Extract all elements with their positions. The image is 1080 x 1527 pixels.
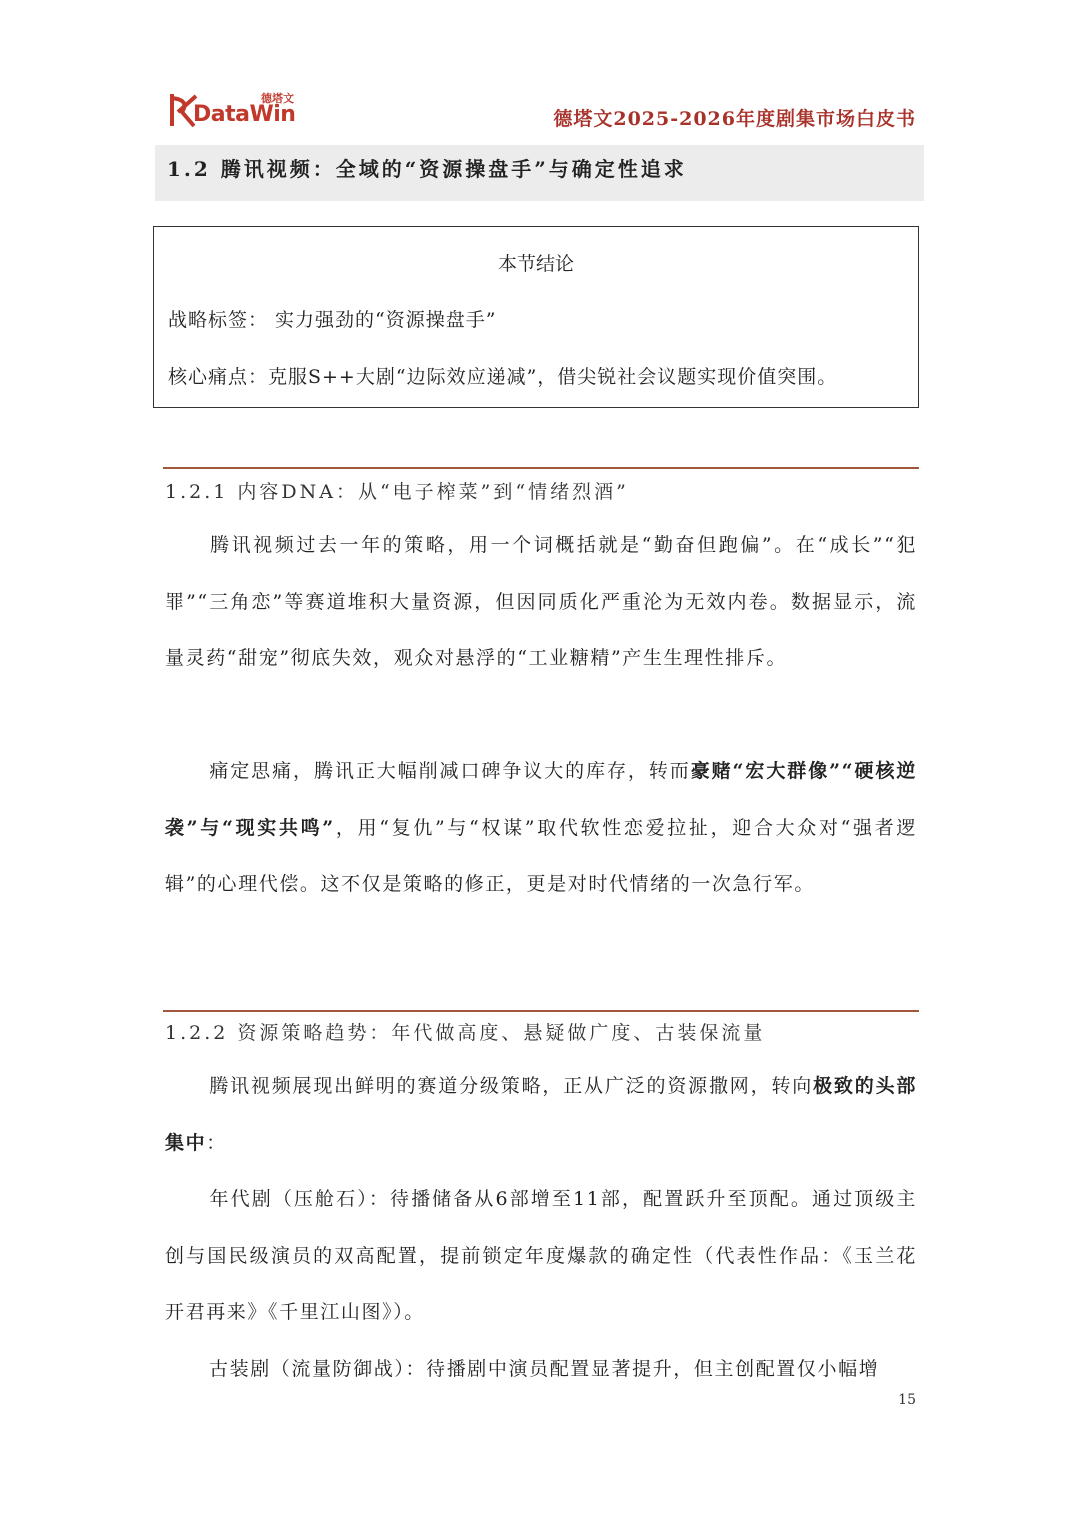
page-number: 15: [898, 1392, 916, 1408]
paragraph-text: 古装剧（流量防御战）：待播剧中演员配置显著提升，但主创配置仅小幅增: [209, 1358, 880, 1380]
logo-wordmark: DataWin: [193, 102, 296, 127]
summary-box: [153, 226, 919, 408]
datawin-logo: [168, 88, 308, 132]
paragraph: [165, 1058, 917, 1171]
paragraph-text: 腾讯视频展现出鲜明的赛道分级策略，正从广泛的资源撒网，转向: [209, 1075, 814, 1097]
summary-title: 本节结论: [497, 253, 574, 275]
paragraph-text: ，用“复仇”与“权谋”取代软性恋爱拉扯，迎合大众对“强者逻辑”的心理代偿。这不仅是策略的修正，更是对时代情绪的一次急行军。: [165, 816, 918, 895]
paragraph: [165, 1341, 917, 1398]
paragraph-text: 腾讯视频过去一年的策略，用一个词概括就是“勤奋但跑偏”。在“成长”“犯罪”“三角恋”等赛道堆积大量资源，但因同质化严重沦为无效内卷。数据显示，流量灵药“甜宠”彻底失效，观众对悬浮的“工业糖精”产生生理性排斥。: [165, 534, 917, 669]
paragraph: [165, 517, 917, 687]
bold-emphasis: 极致的头部集中: [165, 1075, 917, 1154]
divider-rule: [163, 467, 919, 469]
section-title: 1.2 腾讯视频：全域的“资源操盘手”与确定性追求: [167, 157, 687, 181]
summary-core-pain-point: 核心痛点：克服S++大剧“边际效应递减”，借尖锐社会议题实现价值突围。: [168, 366, 838, 388]
paragraph: [165, 1171, 917, 1341]
bold-emphasis: 豪赌“宏大群像”“硬核逆袭”与“现实共鸣”: [165, 760, 917, 839]
subsection-heading-1-2-2: 1.2.2 资源策略趋势：年代做高度、悬疑做广度、古装保流量: [165, 1022, 766, 1044]
section-heading-bar: [155, 145, 924, 201]
paragraph-text: 年代剧（压舱石）：待播储备从6部增至11部，配置跃升至顶配。通过顶级主创与国民级演员的双高配置，提前锁定年度爆款的确定性（代表性作品：《玉兰花开君再来》《千里江山图》）。: [165, 1188, 917, 1323]
paragraph-text: ：: [206, 1131, 227, 1154]
paragraph: [165, 743, 917, 913]
divider-rule: [163, 1010, 919, 1012]
subsection-heading-1-2-1: 1.2.1 内容DNA：从“电子榨菜”到“情绪烈酒”: [165, 481, 629, 503]
summary-strategy-tag: 战略标签： 实力强劲的“资源操盘手”: [168, 309, 497, 331]
paragraph-text: 痛定思痛，腾讯正大幅削减口碑争议大的库存，转而: [209, 760, 691, 782]
logo-chinese-name: 德塔文: [261, 92, 294, 105]
document-title: 德塔文2025-2026年度剧集市场白皮书: [553, 108, 916, 130]
